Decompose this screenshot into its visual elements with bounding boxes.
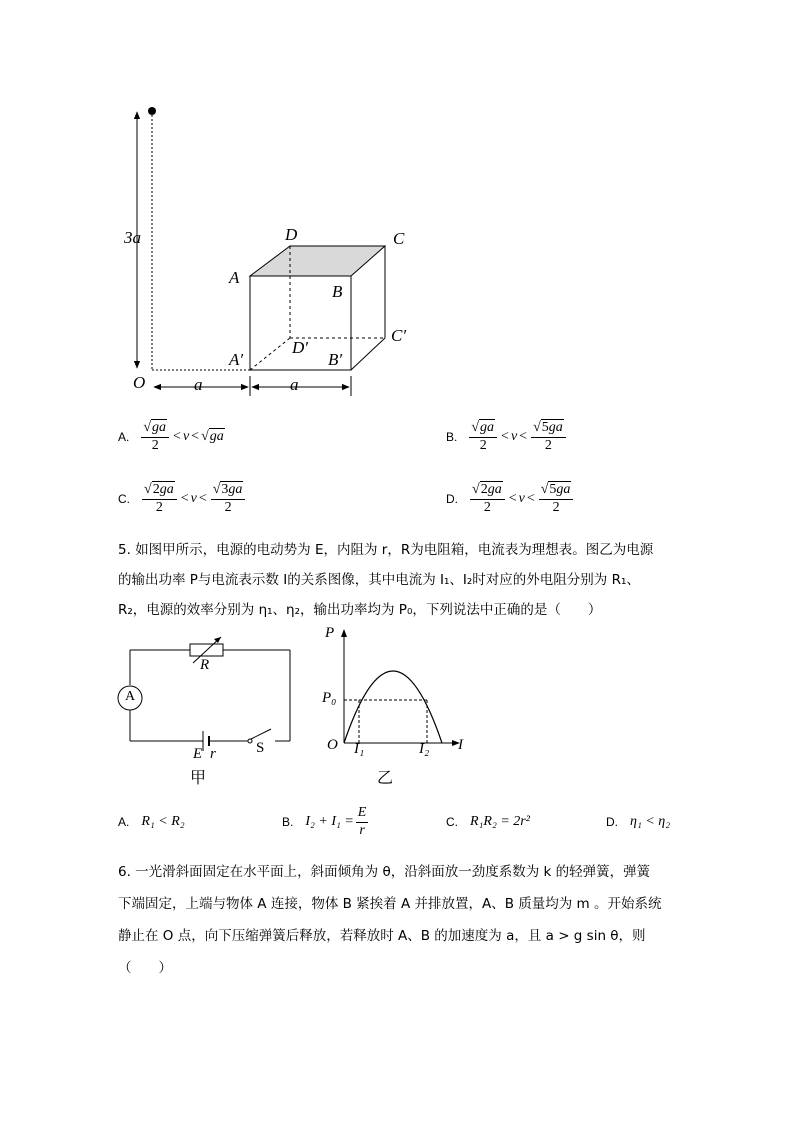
origin-label: O [133, 373, 146, 392]
q4-option-a[interactable]: A. $\frac{√ga}{2}$ < v < √ga [118, 420, 224, 453]
vertex-A: A [229, 268, 240, 287]
vertex-C1: C′ [391, 326, 407, 345]
height-label: 3a [124, 228, 141, 247]
q5-stem [118, 535, 688, 625]
dim-label-1: a [194, 375, 203, 394]
resistor-label: R [200, 657, 210, 673]
vertex-C: C [393, 229, 405, 248]
graph-i2-label: I₂ [419, 741, 430, 757]
top-face [250, 246, 385, 276]
q6-line-4: （ ） [118, 960, 172, 976]
power-current-graph [330, 625, 470, 755]
q6-line-1: 6. 一光滑斜面固定在水平面上，斜面倾角为 θ，沿斜面放一劲度系数为 k 的轻弹簧，弹簧 [118, 864, 651, 880]
graph-p0-label: P₀ [322, 690, 337, 706]
vertex-D: D [285, 225, 298, 244]
graph-x-label: I [458, 737, 463, 753]
q5-option-a[interactable]: A. R₁ < R₂ [118, 814, 185, 829]
vertex-A1: A′ [229, 350, 244, 369]
vertex-B1: B′ [328, 350, 343, 369]
q6-stem [118, 856, 688, 984]
circuit-caption: 甲 [190, 768, 207, 787]
q4-option-d[interactable]: D. $\frac{√2ga}{2}$ < v < $\frac{√5ga}{2}$ [446, 482, 575, 516]
switch-label: S [256, 740, 265, 756]
dim-label-2: a [290, 375, 299, 394]
switch-blade [251, 729, 271, 739]
q5-line-2: 的输出功率 P与电流表示数 I的关系图像，其中电流为 I₁、I₂时对应的外电阻分别为 R₁、 [118, 572, 640, 588]
q6-line-2: 下端固定，上端与物体 A 连接，物体 B 紧挨着 A 并排放置，A、B 质量均为 m 。开始系统 [118, 896, 662, 912]
q5-line-3: R₂，电源的效率分别为 η₁、η₂，输出功率均为 P₀，下列说法中正确的是（ ） [118, 602, 602, 618]
q5-option-d[interactable]: D. η₁ < η₂ [606, 814, 671, 829]
q6-line-3: 静止在 O 点，向下压缩弹簧后释放，若释放时 A、B 的加速度为 a，且 a > g sin θ，则 [118, 928, 646, 944]
q5-line-1: 5. 如图甲所示，电源的电动势为 E，内阻为 r，R为电阻箱，电流表为理想表。图乙为电源 [118, 542, 654, 558]
emf-label: E [193, 746, 203, 762]
internal-label: r [210, 746, 216, 762]
graph-i1-label: I₁ [354, 741, 365, 757]
graph-caption: 乙 [377, 768, 394, 787]
q5-option-c[interactable]: C. R₁R₂ = 2r² [446, 814, 530, 829]
ammeter-label: A [125, 689, 136, 704]
vertex-D1: D′ [292, 338, 308, 357]
q5-option-b[interactable]: B. I₂ + I₁ = $\frac{E}{r}$ [282, 805, 367, 838]
drop-point [148, 107, 156, 115]
q4-option-b[interactable]: B. $\frac{√ga}{2}$ < v < $\frac{√5ga}{2}$ [446, 420, 568, 454]
cube-figure [120, 100, 420, 400]
vertex-B: B [332, 282, 343, 301]
graph-y-label: P [325, 625, 335, 641]
graph-origin-label: O [327, 737, 338, 753]
q4-option-c[interactable]: C. $\frac{√2ga}{2}$ < v < $\frac{√3ga}{2}$ [118, 482, 247, 516]
